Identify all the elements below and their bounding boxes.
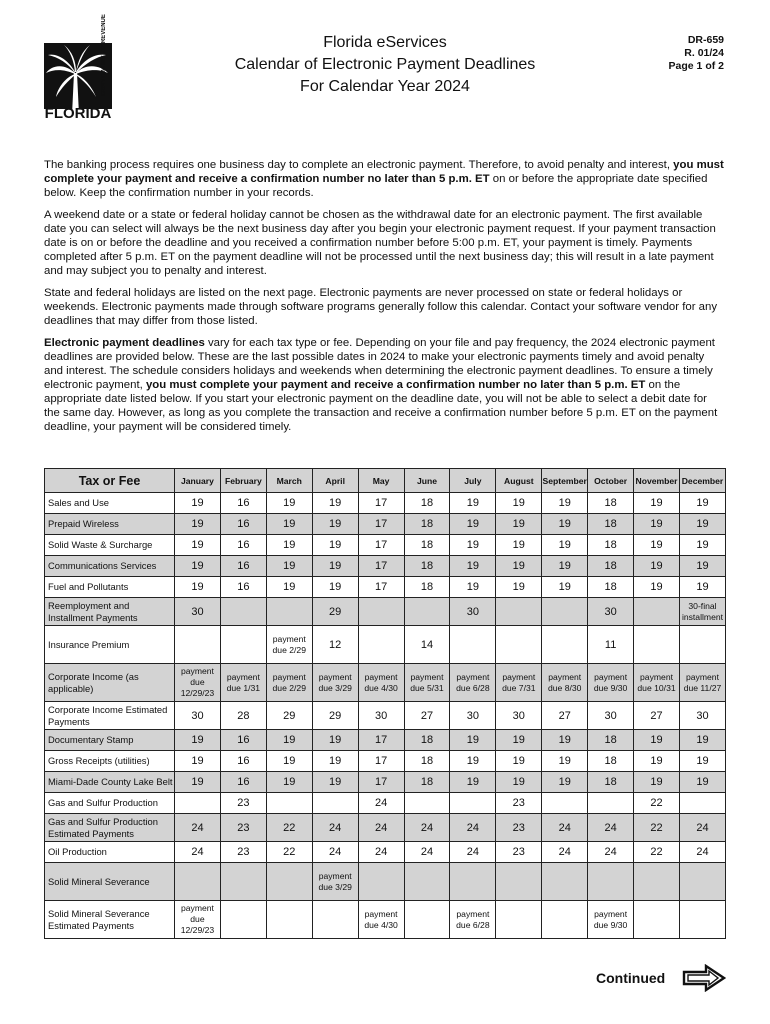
header-month: April (312, 469, 358, 493)
header-month: November (634, 469, 680, 493)
p4-bold-c: you must complete your payment and receive a confirmation number no later than 5 p.m. ET (145, 379, 646, 391)
deadline-cell: 17 (358, 535, 404, 556)
deadline-cell: 19 (266, 577, 312, 598)
deadline-cell: 19 (679, 577, 725, 598)
deadline-cell: 11 (588, 626, 634, 664)
deadline-cell (175, 863, 221, 901)
paragraph-4 (44, 336, 725, 434)
deadline-cell: 19 (450, 751, 496, 772)
table-row (45, 793, 726, 814)
deadline-cell: 19 (312, 535, 358, 556)
row-label: Communications Services (45, 556, 175, 577)
deadline-cell: 22 (266, 842, 312, 863)
deadline-cell: 28 (220, 702, 266, 730)
row-label: Corporate Income (as applicable) (45, 664, 175, 702)
deadline-cell: 22 (634, 793, 680, 814)
deadline-cell: 19 (175, 514, 221, 535)
deadline-cell: 19 (542, 751, 588, 772)
deadline-cell: 19 (679, 730, 725, 751)
deadline-cell: 19 (312, 730, 358, 751)
header-month: January (175, 469, 221, 493)
row-label: Gross Receipts (utilities) (45, 751, 175, 772)
deadline-cell: 22 (634, 814, 680, 842)
deadline-cell: 18 (588, 772, 634, 793)
row-label: Solid Mineral Severance (45, 863, 175, 901)
deadline-cell: 24 (312, 842, 358, 863)
table-body (45, 493, 726, 939)
deadline-cell: 19 (679, 751, 725, 772)
revision-date: R. 01/24 (684, 47, 724, 59)
deadline-cell: 30 (450, 598, 496, 626)
continued-label: Continued (596, 970, 666, 986)
deadline-cell (634, 901, 680, 939)
deadline-cell: 16 (220, 751, 266, 772)
deadline-cell: 19 (679, 514, 725, 535)
title-line-2: Calendar of Electronic Payment Deadlines (234, 56, 536, 73)
deadline-cell: 19 (496, 493, 542, 514)
deadline-cell: payment due 9/30 (588, 664, 634, 702)
deadline-cell: 23 (496, 793, 542, 814)
deadline-cell: 24 (175, 814, 221, 842)
deadline-cell: 19 (266, 514, 312, 535)
deadline-cell: 19 (450, 577, 496, 598)
table-row (45, 626, 726, 664)
deadline-cell: 19 (450, 730, 496, 751)
deadline-cell: 30 (358, 702, 404, 730)
deadline-cell: payment due 7/31 (496, 664, 542, 702)
title-line-1: Florida eServices (323, 34, 447, 51)
row-label: Sales and Use (45, 493, 175, 514)
deadline-cell (358, 863, 404, 901)
deadline-cell: payment due 3/29 (312, 664, 358, 702)
deadline-cell: 24 (358, 793, 404, 814)
deadline-cell: 18 (404, 493, 450, 514)
deadline-cell (588, 863, 634, 901)
table-row (45, 730, 726, 751)
deadline-cell: 24 (542, 842, 588, 863)
p4-text-b: vary for each tax type or fee. Depending on your file and pay frequency, the 2024 electronic payment deadlines are provided below. These are the last possible dates in 2024 to make your electronic payments timely and avoid penalty and interest. The schedule considers holidays and weekends when determining the electronic payment deadlines. To ensure a timely electronic payment, (44, 337, 715, 391)
deadline-cell: 24 (404, 814, 450, 842)
deadline-cell: 19 (542, 535, 588, 556)
table-row (45, 863, 726, 901)
deadline-cell: 30 (679, 702, 725, 730)
deadline-cell (404, 901, 450, 939)
deadline-cell: 18 (404, 751, 450, 772)
deadline-cell: 19 (542, 577, 588, 598)
deadline-cell: 18 (404, 577, 450, 598)
deadline-cell: 19 (312, 772, 358, 793)
deadline-cell: 18 (588, 493, 634, 514)
deadline-cell: 30 (175, 702, 221, 730)
deadline-cell: 19 (496, 730, 542, 751)
deadline-cell: 19 (496, 772, 542, 793)
right-arrow-icon (682, 964, 726, 992)
deadline-cell: 24 (450, 842, 496, 863)
deadline-cell: 19 (175, 535, 221, 556)
deadline-cell: 27 (404, 702, 450, 730)
deadline-cell: 19 (496, 577, 542, 598)
deadline-cell: 19 (679, 535, 725, 556)
deadline-cell (634, 598, 680, 626)
deadline-cell (542, 626, 588, 664)
document-title (170, 32, 600, 98)
deadline-cell: 18 (588, 730, 634, 751)
row-label: Solid Mineral Severance Estimated Payments (45, 901, 175, 939)
table-row (45, 493, 726, 514)
header-month: May (358, 469, 404, 493)
deadline-cell: 16 (220, 730, 266, 751)
deadline-cell: payment due 2/29 (266, 626, 312, 664)
paragraph-1 (44, 158, 725, 200)
paragraph-3: State and federal holidays are listed on the next page. Electronic payments are never processed on state or federal holidays or weekends. Electronic payments made through software programs generally follow this calendar. Contact your software vendor for any deadlines that may differ from those listed. (44, 287, 718, 327)
deadline-cell: 18 (404, 535, 450, 556)
deadline-cell: 30-final installment (679, 598, 725, 626)
deadline-cell: 16 (220, 493, 266, 514)
row-label: Gas and Sulfur Production Estimated Payments (45, 814, 175, 842)
deadline-cell: payment due 6/28 (450, 901, 496, 939)
deadline-cell: 19 (634, 556, 680, 577)
table-row (45, 772, 726, 793)
deadline-cell: 24 (679, 842, 725, 863)
deadline-cell: 24 (542, 814, 588, 842)
page-number: Page 1 of 2 (668, 60, 724, 72)
deadline-cell: 29 (312, 702, 358, 730)
deadline-cell: 24 (312, 814, 358, 842)
deadline-cell (358, 626, 404, 664)
deadline-cell: 19 (312, 514, 358, 535)
deadline-cell (634, 863, 680, 901)
deadline-cell: 19 (175, 577, 221, 598)
table-row (45, 598, 726, 626)
deadline-cell: 17 (358, 730, 404, 751)
deadline-cell: 19 (634, 730, 680, 751)
deadline-cell (542, 793, 588, 814)
deadline-cell: 19 (496, 556, 542, 577)
instructions (44, 158, 725, 442)
deadline-cell: 16 (220, 556, 266, 577)
deadline-cell: 19 (312, 556, 358, 577)
deadline-cell: 23 (220, 814, 266, 842)
deadline-cell: 19 (266, 772, 312, 793)
deadline-cell (496, 901, 542, 939)
deadline-cell: 19 (450, 535, 496, 556)
deadline-cell: 18 (588, 514, 634, 535)
deadline-cell: 19 (266, 730, 312, 751)
deadline-cell: 19 (634, 772, 680, 793)
deadline-cell: 29 (312, 598, 358, 626)
deadline-cell: 19 (312, 577, 358, 598)
header-month: December (679, 469, 725, 493)
deadline-cell (679, 901, 725, 939)
deadline-cell: 18 (588, 751, 634, 772)
deadline-cell: 29 (266, 702, 312, 730)
deadline-cell: 19 (175, 751, 221, 772)
deadline-cell (358, 598, 404, 626)
deadline-cell: 24 (358, 842, 404, 863)
deadline-cell: 24 (588, 842, 634, 863)
deadline-cell: 19 (450, 556, 496, 577)
deadline-cell (496, 598, 542, 626)
deadline-cell (175, 793, 221, 814)
deadline-cell (542, 863, 588, 901)
table-row (45, 664, 726, 702)
row-label: Reemployment and Installment Payments (45, 598, 175, 626)
deadline-cell (450, 626, 496, 664)
table-row (45, 842, 726, 863)
deadline-cell: 24 (450, 814, 496, 842)
row-label: Oil Production (45, 842, 175, 863)
deadline-cell: 19 (266, 493, 312, 514)
deadline-cell: 24 (404, 842, 450, 863)
deadline-cell: 19 (542, 772, 588, 793)
deadline-cell: 18 (588, 535, 634, 556)
deadline-cell (220, 598, 266, 626)
deadline-cell: 19 (175, 556, 221, 577)
deadline-cell: 19 (496, 535, 542, 556)
table-row (45, 577, 726, 598)
table-row (45, 702, 726, 730)
deadline-cell: 19 (542, 556, 588, 577)
table-row (45, 901, 726, 939)
deadline-cell (404, 863, 450, 901)
row-label: Gas and Sulfur Production (45, 793, 175, 814)
row-label: Documentary Stamp (45, 730, 175, 751)
deadline-cell: 19 (634, 751, 680, 772)
deadline-cell: payment due 5/31 (404, 664, 450, 702)
deadline-cell (679, 626, 725, 664)
deadline-cell: 23 (496, 814, 542, 842)
deadline-cell: 19 (175, 772, 221, 793)
header-month: September (542, 469, 588, 493)
deadline-cell: 24 (679, 814, 725, 842)
deadline-cell: 18 (404, 772, 450, 793)
row-label: Fuel and Pollutants (45, 577, 175, 598)
deadline-cell: 17 (358, 577, 404, 598)
deadline-cell: 19 (175, 493, 221, 514)
deadline-cell (450, 863, 496, 901)
deadline-cell: 16 (220, 577, 266, 598)
deadline-cell: 17 (358, 514, 404, 535)
deadline-cell: 19 (496, 514, 542, 535)
deadline-cell: 17 (358, 493, 404, 514)
deadline-cell: 19 (679, 493, 725, 514)
row-label: Miami-Dade County Lake Belt (45, 772, 175, 793)
deadline-cell: 17 (358, 751, 404, 772)
deadline-cell: 18 (404, 556, 450, 577)
deadline-cell: payment due 12/29/23 (175, 901, 221, 939)
deadline-cell: 16 (220, 514, 266, 535)
deadline-cell (266, 901, 312, 939)
row-label: Corporate Income Estimated Payments (45, 702, 175, 730)
deadline-cell: payment due 6/28 (450, 664, 496, 702)
p4-text-d: on the appropriate date listed below. If you start your electronic payment on the deadline date, you will not be able to select a debit date for the same day. However, as long as you complete the transaction and receive a confirmation number before 5 p.m. ET on the payment deadline, your payment will be considered timely. (44, 379, 718, 433)
deadline-cell (175, 626, 221, 664)
header-tax-or-fee: Tax or Fee (45, 469, 175, 493)
deadline-cell: 24 (175, 842, 221, 863)
deadline-cell: payment due 4/30 (358, 901, 404, 939)
deadline-cell (404, 793, 450, 814)
deadline-cell: 30 (496, 702, 542, 730)
deadline-cell: 19 (634, 535, 680, 556)
deadline-cell: 14 (404, 626, 450, 664)
deadline-cell: 22 (266, 814, 312, 842)
deadline-cell (679, 793, 725, 814)
deadline-cell: 27 (542, 702, 588, 730)
header-month: June (404, 469, 450, 493)
deadline-cell: 24 (588, 814, 634, 842)
header-month: October (588, 469, 634, 493)
deadline-cell (266, 598, 312, 626)
department-label: DEPARTMENT OF REVENUE (101, 14, 107, 96)
deadline-cell (588, 793, 634, 814)
deadline-cell: 19 (312, 493, 358, 514)
deadline-cell: 19 (266, 535, 312, 556)
deadline-cell: payment due 4/30 (358, 664, 404, 702)
deadline-cell (542, 598, 588, 626)
deadline-cell: 19 (542, 493, 588, 514)
paragraph-2: A weekend date or a state or federal holiday cannot be chosen as the withdrawal date for an electronic payment. The first available date you can select will always be the next business day after you begin your electronic payment request. If your payment transaction date is on or before the deadline and you received a confirmation number before 5:00 p.m. ET, your payment is timely. Payments completed after 5 p.m. ET on the payment deadline will not be processed until the next business day; this will result in a late payment and may subject you to penalty and interest. (44, 209, 716, 277)
deadline-cell: 27 (634, 702, 680, 730)
form-number: DR-659 (687, 34, 724, 46)
deadline-cell: 19 (312, 751, 358, 772)
deadline-cell: 16 (220, 772, 266, 793)
deadline-cell (634, 626, 680, 664)
deadline-cell: 19 (634, 577, 680, 598)
deadline-cell: 19 (634, 514, 680, 535)
p1-text-c: on or before the appropriate date specified below. Keep the confirmation number in your records. (44, 173, 708, 199)
p1-text-a: The banking process requires one business day to complete an electronic payment. Therefore, to avoid penalty and interest, (44, 159, 674, 171)
deadline-cell: payment due 9/30 (588, 901, 634, 939)
table-row (45, 751, 726, 772)
deadline-cell (496, 626, 542, 664)
row-label: Prepaid Wireless (45, 514, 175, 535)
deadline-cell: 18 (588, 577, 634, 598)
deadline-cell: payment due 11/27 (679, 664, 725, 702)
deadline-cell: 18 (588, 556, 634, 577)
deadline-cell (312, 901, 358, 939)
row-label: Solid Waste & Surcharge (45, 535, 175, 556)
deadline-cell: 19 (175, 730, 221, 751)
deadline-cell: 19 (542, 514, 588, 535)
deadline-cell (542, 901, 588, 939)
deadline-cell (312, 793, 358, 814)
deadline-cell (496, 863, 542, 901)
deadline-cell: 30 (175, 598, 221, 626)
deadline-cell: payment due 3/29 (312, 863, 358, 901)
deadline-cell: 19 (266, 556, 312, 577)
deadline-cell: 19 (450, 493, 496, 514)
p4-bold-a: Electronic payment deadlines (44, 337, 205, 349)
header-month: March (266, 469, 312, 493)
deadline-cell: 19 (266, 751, 312, 772)
deadline-cell: 24 (358, 814, 404, 842)
deadline-cell: 30 (450, 702, 496, 730)
row-label: Insurance Premium (45, 626, 175, 664)
table-row (45, 556, 726, 577)
table-row (45, 535, 726, 556)
deadline-cell: 19 (450, 514, 496, 535)
deadline-cell: payment due 1/31 (220, 664, 266, 702)
deadline-cell: payment due 10/31 (634, 664, 680, 702)
table-row (45, 514, 726, 535)
florida-wordmark: FLORIDA (44, 105, 112, 122)
deadline-cell (220, 863, 266, 901)
deadline-cell (266, 863, 312, 901)
p1-bold: you must complete your payment and receive a confirmation number no later than 5 p.m. ET (44, 159, 724, 185)
deadline-cell (404, 598, 450, 626)
deadline-cell (266, 793, 312, 814)
deadline-cell: payment due 8/30 (542, 664, 588, 702)
form-info (628, 34, 724, 73)
deadline-cell: 18 (404, 730, 450, 751)
deadline-cell: 23 (220, 842, 266, 863)
deadline-table (44, 468, 726, 939)
deadline-cell: 18 (404, 514, 450, 535)
table-row (45, 814, 726, 842)
deadline-cell: 23 (220, 793, 266, 814)
deadline-cell: payment due 12/29/23 (175, 664, 221, 702)
header-month: August (496, 469, 542, 493)
deadline-cell (679, 863, 725, 901)
deadline-cell: 19 (450, 772, 496, 793)
deadline-cell: payment due 2/29 (266, 664, 312, 702)
deadline-cell: 19 (679, 556, 725, 577)
deadline-cell: 17 (358, 772, 404, 793)
deadline-cell: 19 (496, 751, 542, 772)
deadline-cell: 19 (634, 493, 680, 514)
deadline-cell: 17 (358, 556, 404, 577)
deadline-cell: 16 (220, 535, 266, 556)
header-month: July (450, 469, 496, 493)
deadline-cell (220, 901, 266, 939)
deadline-cell: 19 (542, 730, 588, 751)
deadline-cell: 30 (588, 702, 634, 730)
deadline-cell: 23 (496, 842, 542, 863)
header-month: February (220, 469, 266, 493)
deadline-cell (450, 793, 496, 814)
deadline-cell: 30 (588, 598, 634, 626)
deadline-cell: 22 (634, 842, 680, 863)
deadline-cell (220, 626, 266, 664)
deadline-cell: 12 (312, 626, 358, 664)
deadline-cell: 19 (679, 772, 725, 793)
title-line-3: For Calendar Year 2024 (300, 78, 470, 95)
table-header-row (45, 469, 726, 493)
